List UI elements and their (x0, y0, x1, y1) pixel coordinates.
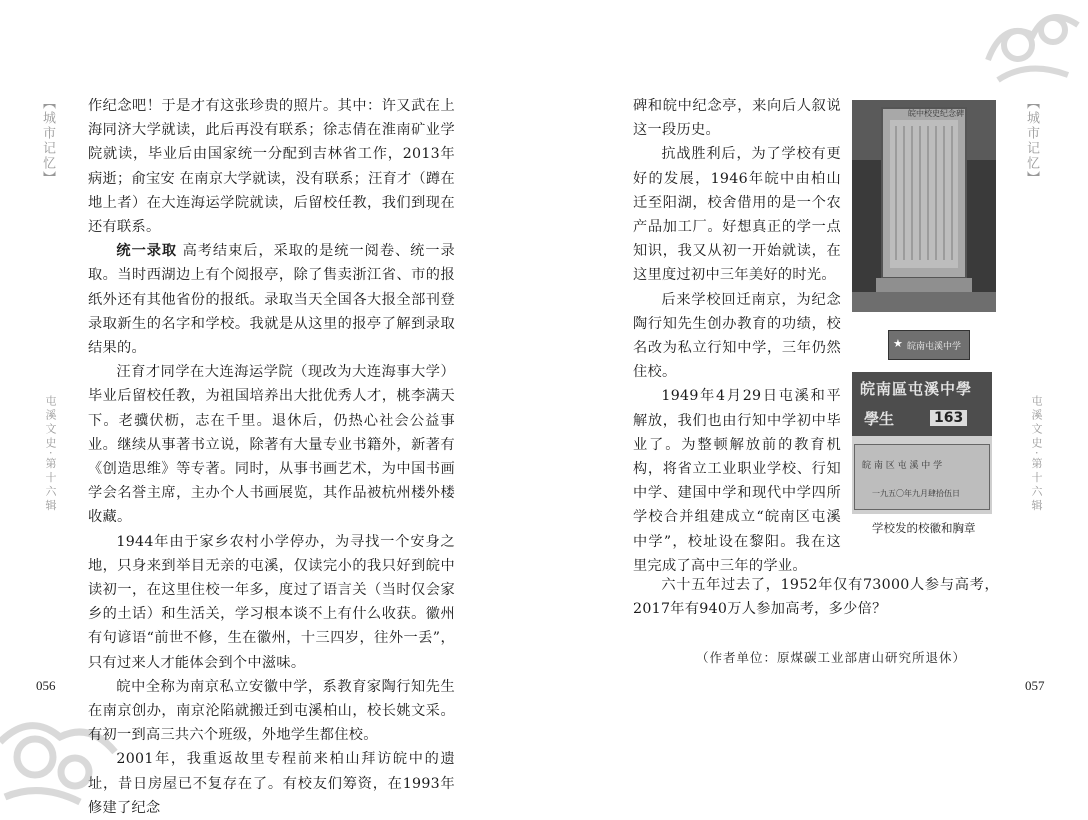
badge-student-label: 學生 (864, 410, 895, 428)
badge-text: 皖南屯溪中学 (907, 342, 962, 352)
paragraph: 2001年，我重返故里专程前来柏山拜访皖中的遗址，昔日房屋已不复存在了。有校友们筹资，在1993年修建了纪念 (88, 751, 455, 816)
subheading: 统一录取 (116, 243, 178, 260)
page-number-right: 057 (1025, 678, 1045, 693)
school-badge-photo (888, 330, 970, 360)
paragraph: 后来学校回迁南京，为纪念陶行知先生创办教育的功绩，校名改为私立行知中学，三年仍然住校。 (633, 291, 841, 381)
badge-number: 163 (930, 410, 967, 426)
memorial-stele-photo (852, 100, 996, 312)
paragraph: 六十五年过去了，1952年仅有73000人参与高考，2017年有940万人参加高考，多少倍？ (633, 577, 999, 618)
student-chest-badge-photo (852, 372, 992, 514)
author-credit: （作者单位：原煤碳工业部唐山研究所退休） (696, 650, 967, 665)
paragraph: 碑和皖中纪念亭，来向后人叙说这一段历史。 (633, 98, 841, 139)
right-page-text-wide (633, 573, 999, 621)
paragraph: 作纪念吧！于是才有这张珍贵的照片。其中：许又武在上海同济大学就读，此后再没有联系；徐志倩在淮南矿业学院就读，毕业后由国家统一分配到吉林省工作，2013年病逝；俞宝安 在南京大学就读，没有联系；汪育才（蹲在地上者）在大连海运学院就读，后留校任教，我们到现在还有联系。 (88, 98, 455, 236)
series-label-left: 屯溪文史·第十六辑 (44, 395, 57, 514)
paragraph-body: 高考结束后，采取的是统一阅卷、统一录取。当时西湖边上有个阅报亭，除了售卖浙江省、市的报纸外还有其他省份的报纸。录取当天全国各大报全部刊登录取新生的名字和学校。我就是从这里的报亭了解到录取结果的。 (88, 243, 456, 357)
badge-school-name: 皖南區屯溪中學 (860, 380, 973, 398)
cloud-ornament-top-right (978, 0, 1088, 90)
section-title-right: 【城市记忆】 (1024, 96, 1039, 186)
left-page-text (88, 94, 455, 820)
paragraph (88, 239, 455, 360)
paragraph: 1949年4月29日屯溪和平解放，我们也由行知中学初中毕业了。为整顿解放前的教育机构，将省立工业职业学校、行知中学、建国中学和现代中学四所学校合并组建成立“皖南区屯溪中学”，校址设在黎阳。我在这里完成了高中三年的学业。 (633, 388, 841, 574)
paragraph: 抗战胜利后，为了学校有更好的发展，1946年皖中由柏山迁至阳湖，校舍借用的是一个农产品加工厂。好想真正的学一点知识，我又从初一开始就读，在这里度过初中三年美好的时光。 (633, 146, 841, 284)
star-icon: ★ (893, 337, 903, 350)
figure-caption: 学校发的校徽和胸章 (872, 521, 976, 535)
badge-lower (854, 444, 990, 510)
paragraph: 汪育才同学在大连海运学院（现改为大连海事大学）毕业后留校任教，为祖国培养出大批优秀人才，桃李满天下。老骥伏枥，志在千里。退休后，仍热心社会公益事业。继续从事著书立说，除著有大量专业书籍外，新著有《创造思维》等专著。同时，从事书画艺术，为中国书画学会名誉主席，主办个人书画展览，其作品被杭州楼外楼收藏。 (88, 364, 455, 526)
stele-inscription: 皖中校史纪念碑 (908, 109, 964, 118)
page-number-left: 056 (36, 678, 56, 693)
badge-lower-line1: 皖 南 区 屯 溪 中 学 (862, 461, 943, 471)
badge-lower-line2: 一九五〇年九月肆拾伍日 (872, 489, 960, 498)
paragraph: 皖中全称为南京私立安徽中学，系教育家陶行知先生在南京创办，南京沦陷就搬迁到屯溪柏山，校长姚文采。有初一到高三共六个班级，外地学生都住校。 (88, 678, 455, 744)
section-title-left: 【城市记忆】 (40, 96, 55, 186)
series-label-right: 屯溪文史·第十六辑 (1030, 395, 1043, 514)
paragraph: 1944年由于家乡农村小学停办，为寻找一个安身之地，只身来到举目无亲的屯溪，仅读完小的我只好到皖中读初一，在这里住校一年多，度过了语言关（当时仅会家乡的土话）和生活关，学习根本谈不上有什么收获。徽州有句谚语“前世不修，生在徽州，十三四岁，往外一丢”，只有过来人才能体会到个中滋味。 (88, 533, 455, 671)
right-page-text (633, 94, 841, 578)
